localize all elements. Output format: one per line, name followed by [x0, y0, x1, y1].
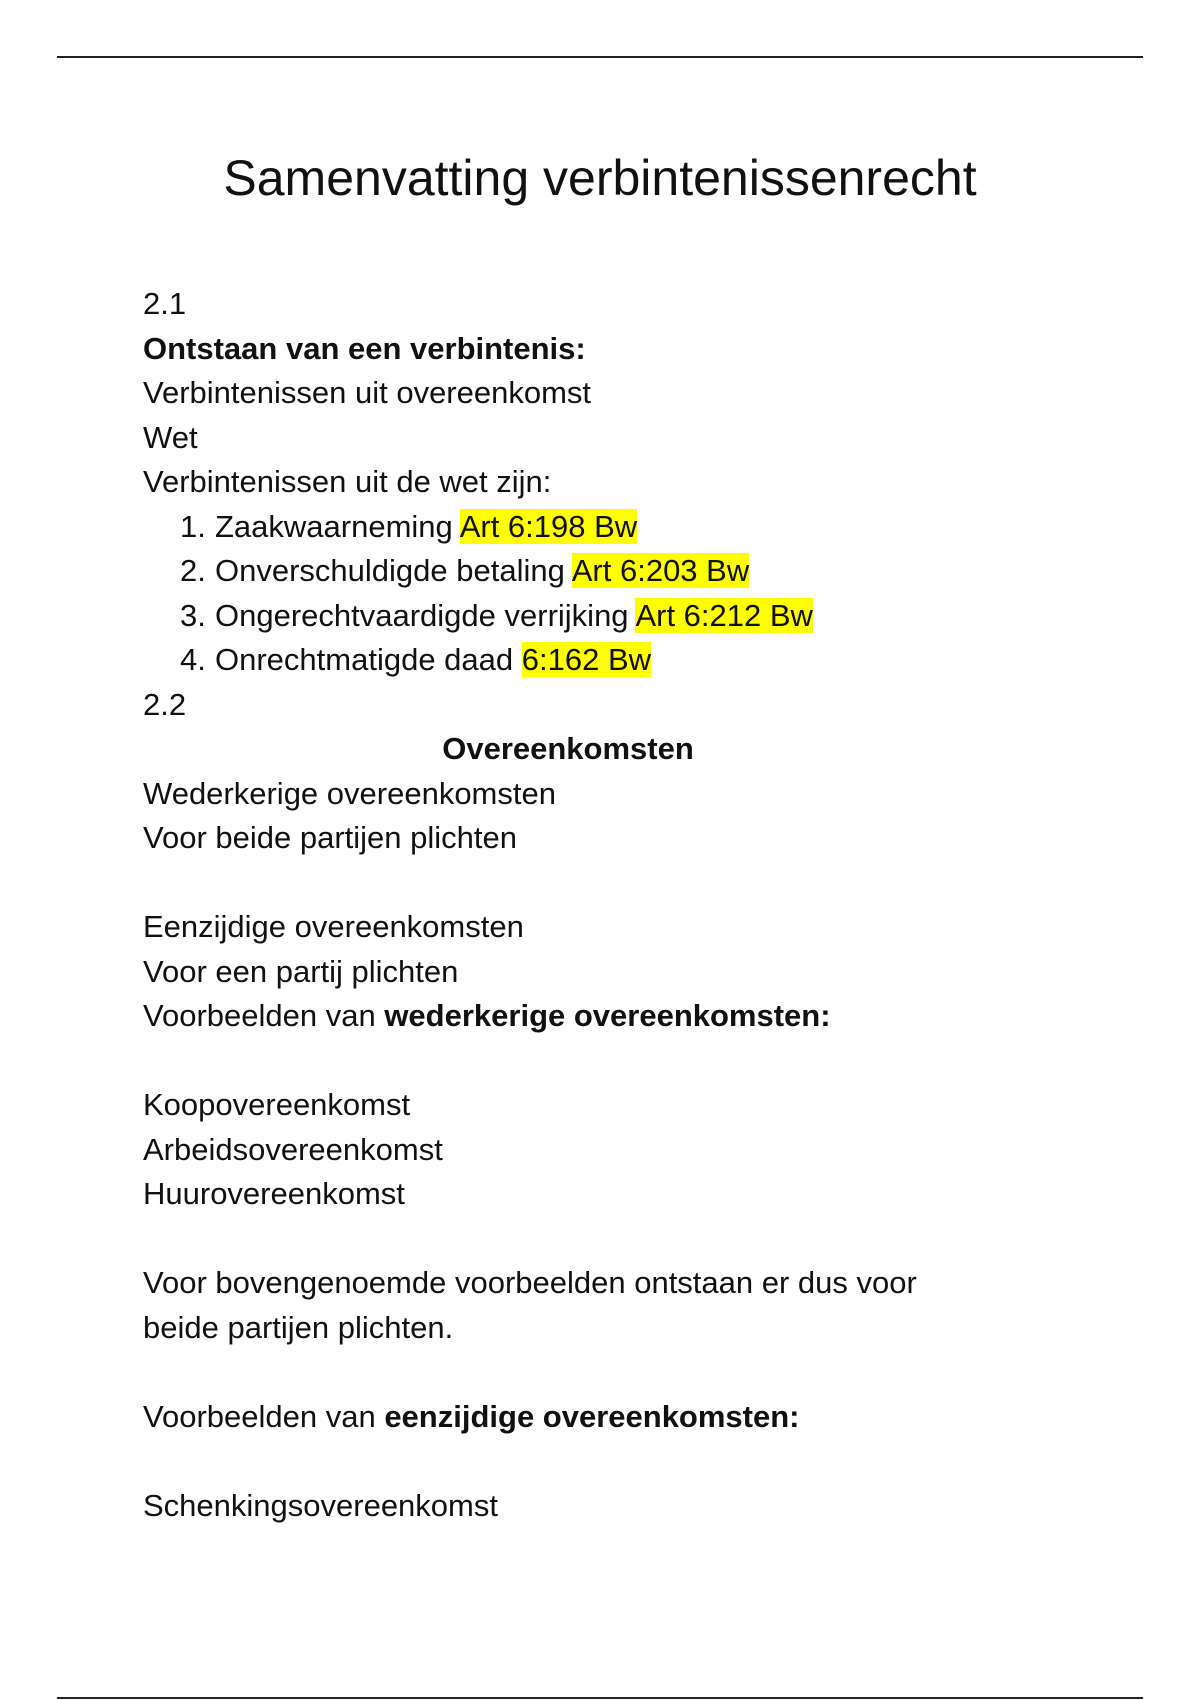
article-reference: Art 6:212 Bw [635, 597, 813, 633]
list-item [143, 638, 1103, 683]
blank-line [143, 1439, 1103, 1484]
list-item [143, 505, 1103, 550]
example-item: Koopovereenkomst [143, 1087, 411, 1122]
list-number: 2. [180, 553, 206, 588]
list-number: 3. [180, 597, 206, 633]
article-reference: 6:162 Bw [521, 642, 652, 677]
article-reference: Art 6:203 Bw [571, 553, 750, 588]
example-item: Schenkingsovereenkomst [143, 1487, 498, 1523]
blank-line [143, 1039, 1103, 1084]
top-rule [57, 56, 1143, 58]
examples-prefix: Voorbeelden van [143, 1398, 385, 1434]
list-text: Onrechtmatigde daad [215, 642, 522, 677]
examples-heading [143, 994, 1103, 1039]
text-line: beide partijen plichten. [143, 1309, 454, 1345]
section-number: 2.2 [143, 686, 187, 722]
list-text: Zaakwaarneming [215, 508, 460, 544]
list-item [143, 594, 1103, 639]
text-line: Eenzijdige overeenkomsten [143, 909, 524, 944]
text-line: Wederkerige overeenkomsten [143, 775, 556, 811]
example-item: Huurovereenkomst [143, 1176, 405, 1211]
example-item: Arbeidsovereenkomst [143, 1131, 443, 1167]
examples-bold: wederkerige overeenkomsten: [384, 998, 831, 1033]
bottom-rule [57, 1697, 1143, 1699]
list-text: Onverschuldigde betaling [215, 553, 572, 588]
examples-heading [143, 1395, 1103, 1440]
section-number: 2.1 [143, 286, 187, 321]
list-number: 4. [180, 642, 206, 677]
text-line: Verbintenissen uit de wet zijn: [143, 464, 552, 499]
text-line: Wet [143, 419, 198, 455]
section-heading: Ontstaan van een verbintenis: [143, 330, 586, 366]
blank-line [143, 1350, 1103, 1395]
blank-line [143, 861, 1103, 906]
examples-prefix: Voorbeelden van [143, 998, 385, 1033]
document-title: Samenvatting verbintenissenrecht [223, 150, 977, 206]
section-heading: Overeenkomsten [442, 731, 694, 766]
list-text: Ongerechtvaardigde verrijking [215, 597, 636, 633]
text-line: Voor een partij plichten [143, 953, 459, 989]
text-line: Verbintenissen uit overeenkomst [143, 375, 592, 410]
text-line: Voor beide partijen plichten [143, 820, 517, 855]
blank-line [143, 1217, 1103, 1262]
article-reference: Art 6:198 Bw [459, 508, 638, 544]
list-number: 1. [180, 508, 206, 544]
list-item [143, 549, 1103, 594]
examples-bold: eenzijdige overeenkomsten: [384, 1398, 800, 1434]
document-body [143, 282, 1103, 1528]
text-line: Voor bovengenoemde voorbeelden ontstaan er dus voor [143, 1265, 917, 1300]
